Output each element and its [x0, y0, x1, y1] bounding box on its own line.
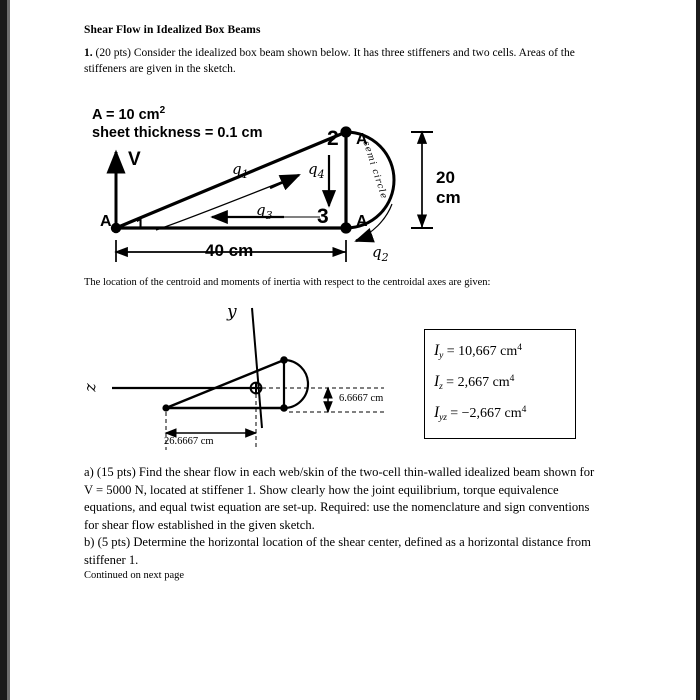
figure-centroidal-axes: [80, 300, 414, 460]
page-title: Shear Flow in Idealized Box Beams: [84, 24, 261, 36]
inertia-exponent-Iz: 4: [509, 373, 515, 384]
inertia-row-Iy: [434, 337, 566, 368]
scan-artifact-left-band-soft: [7, 0, 10, 700]
inertia-symbol-Iyz: I: [434, 403, 440, 421]
inertia-value-Iy: = 10,667 cm: [443, 344, 518, 360]
question-parts: [84, 464, 596, 570]
axis-label-z: z: [80, 383, 100, 392]
scan-artifact-top-ghost-text: [205, 0, 505, 12]
figure1-drawing: [84, 100, 464, 272]
inertia-subscript-Iyz: yz: [439, 412, 447, 423]
figure2-drawing: [84, 300, 414, 460]
figure1-area-exponent: 2: [159, 105, 166, 116]
inertia-symbol-Iz: I: [434, 373, 440, 391]
stiffener-node-3: [340, 222, 351, 233]
inertia-row-Iz: [434, 368, 566, 399]
dimension-label-vertical: 20 cm: [436, 168, 461, 207]
moments-of-inertia-box: [424, 329, 576, 439]
inertia-subscript-Iz: z: [439, 381, 443, 392]
semicircle-annotation: semi circle: [360, 140, 389, 201]
problem-statement: [84, 46, 589, 77]
problem-number: 1.: [84, 47, 93, 59]
inertia-row-Iyz: [434, 399, 566, 430]
question-part-b: b) (5 pts) Determine the horizontal location of the shear center, defined as a horizontal distance from stiffener 1.: [84, 535, 591, 567]
stiffener-area-label-1: A: [100, 213, 112, 230]
inertia-exponent-Iy: 4: [517, 343, 522, 353]
figure1-area-label: A = 10 cm: [92, 106, 160, 123]
inertia-symbol-Iy: I: [434, 342, 440, 360]
flow-arrow-q1: [270, 175, 299, 188]
question-part-a: a) (15 pts) Find the shear flow in each web/skin of the two-cell thin-walled idealized beam shown for V = 5000 N, located at stiffener 1. Show clearly how the joint equilibrium, torque equivalence equations, and equal twist equation are set-up. Required: use the nomenclature and sign conventions for shear flow established in the given sketch.: [84, 465, 595, 532]
flow-label-q4: $q_4$: [308, 160, 325, 181]
inertia-subscript-Iy: y: [439, 350, 444, 361]
section-skin-semicircle: [284, 360, 308, 408]
dimension-label-vertical-centroid: 6.6667 cm: [339, 393, 384, 404]
centroidal-axis-y: [252, 308, 262, 428]
problem-text: (20 pts) Consider the idealized box beam shown below. It has three stiffeners and two cells. Areas of the stiffeners are given in the sketch.: [84, 47, 575, 75]
node-label-2: 2: [327, 127, 339, 150]
inertia-value-Iz: = 2,667 cm: [442, 375, 510, 391]
stiffener-area-label-3: A: [356, 213, 368, 230]
node-label-3: 3: [317, 205, 329, 228]
stiffener-node-2: [340, 126, 351, 137]
flow-label-q3: $q_3$: [256, 201, 273, 222]
stiffener-area-label-2: A: [356, 131, 368, 148]
figure-box-beam-cross-section: [84, 100, 464, 272]
flow-label-q2: $q_2$: [372, 243, 389, 264]
section-node-3: [280, 404, 288, 412]
section-node-1: [162, 404, 169, 411]
axis-label-y: y: [227, 302, 237, 322]
scan-artifact-right-band: [696, 0, 700, 700]
shear-force-label-V: V: [128, 149, 141, 170]
section-skin-top: [166, 360, 284, 408]
inertia-exponent-Iyz: 4: [521, 404, 527, 415]
section-node-2: [280, 356, 288, 364]
inertia-value-Iyz: = −2,667 cm: [446, 405, 522, 421]
figure1-thickness-label: sheet thickness = 0.1 cm: [92, 124, 263, 141]
node-label-1: 1: [136, 216, 145, 233]
continued-notice: Continued on next page: [84, 570, 185, 581]
dimension-label-horizontal-centroid: 26.6667 cm: [164, 436, 214, 447]
centroid-caption: The location of the centroid and moments of inertia with respect to the centroidal axes are given:: [84, 277, 491, 288]
scan-artifact-left-band: [0, 0, 7, 700]
dimension-label-horizontal: 40 cm: [205, 241, 254, 260]
flow-label-q1: $q_1$: [232, 160, 249, 181]
